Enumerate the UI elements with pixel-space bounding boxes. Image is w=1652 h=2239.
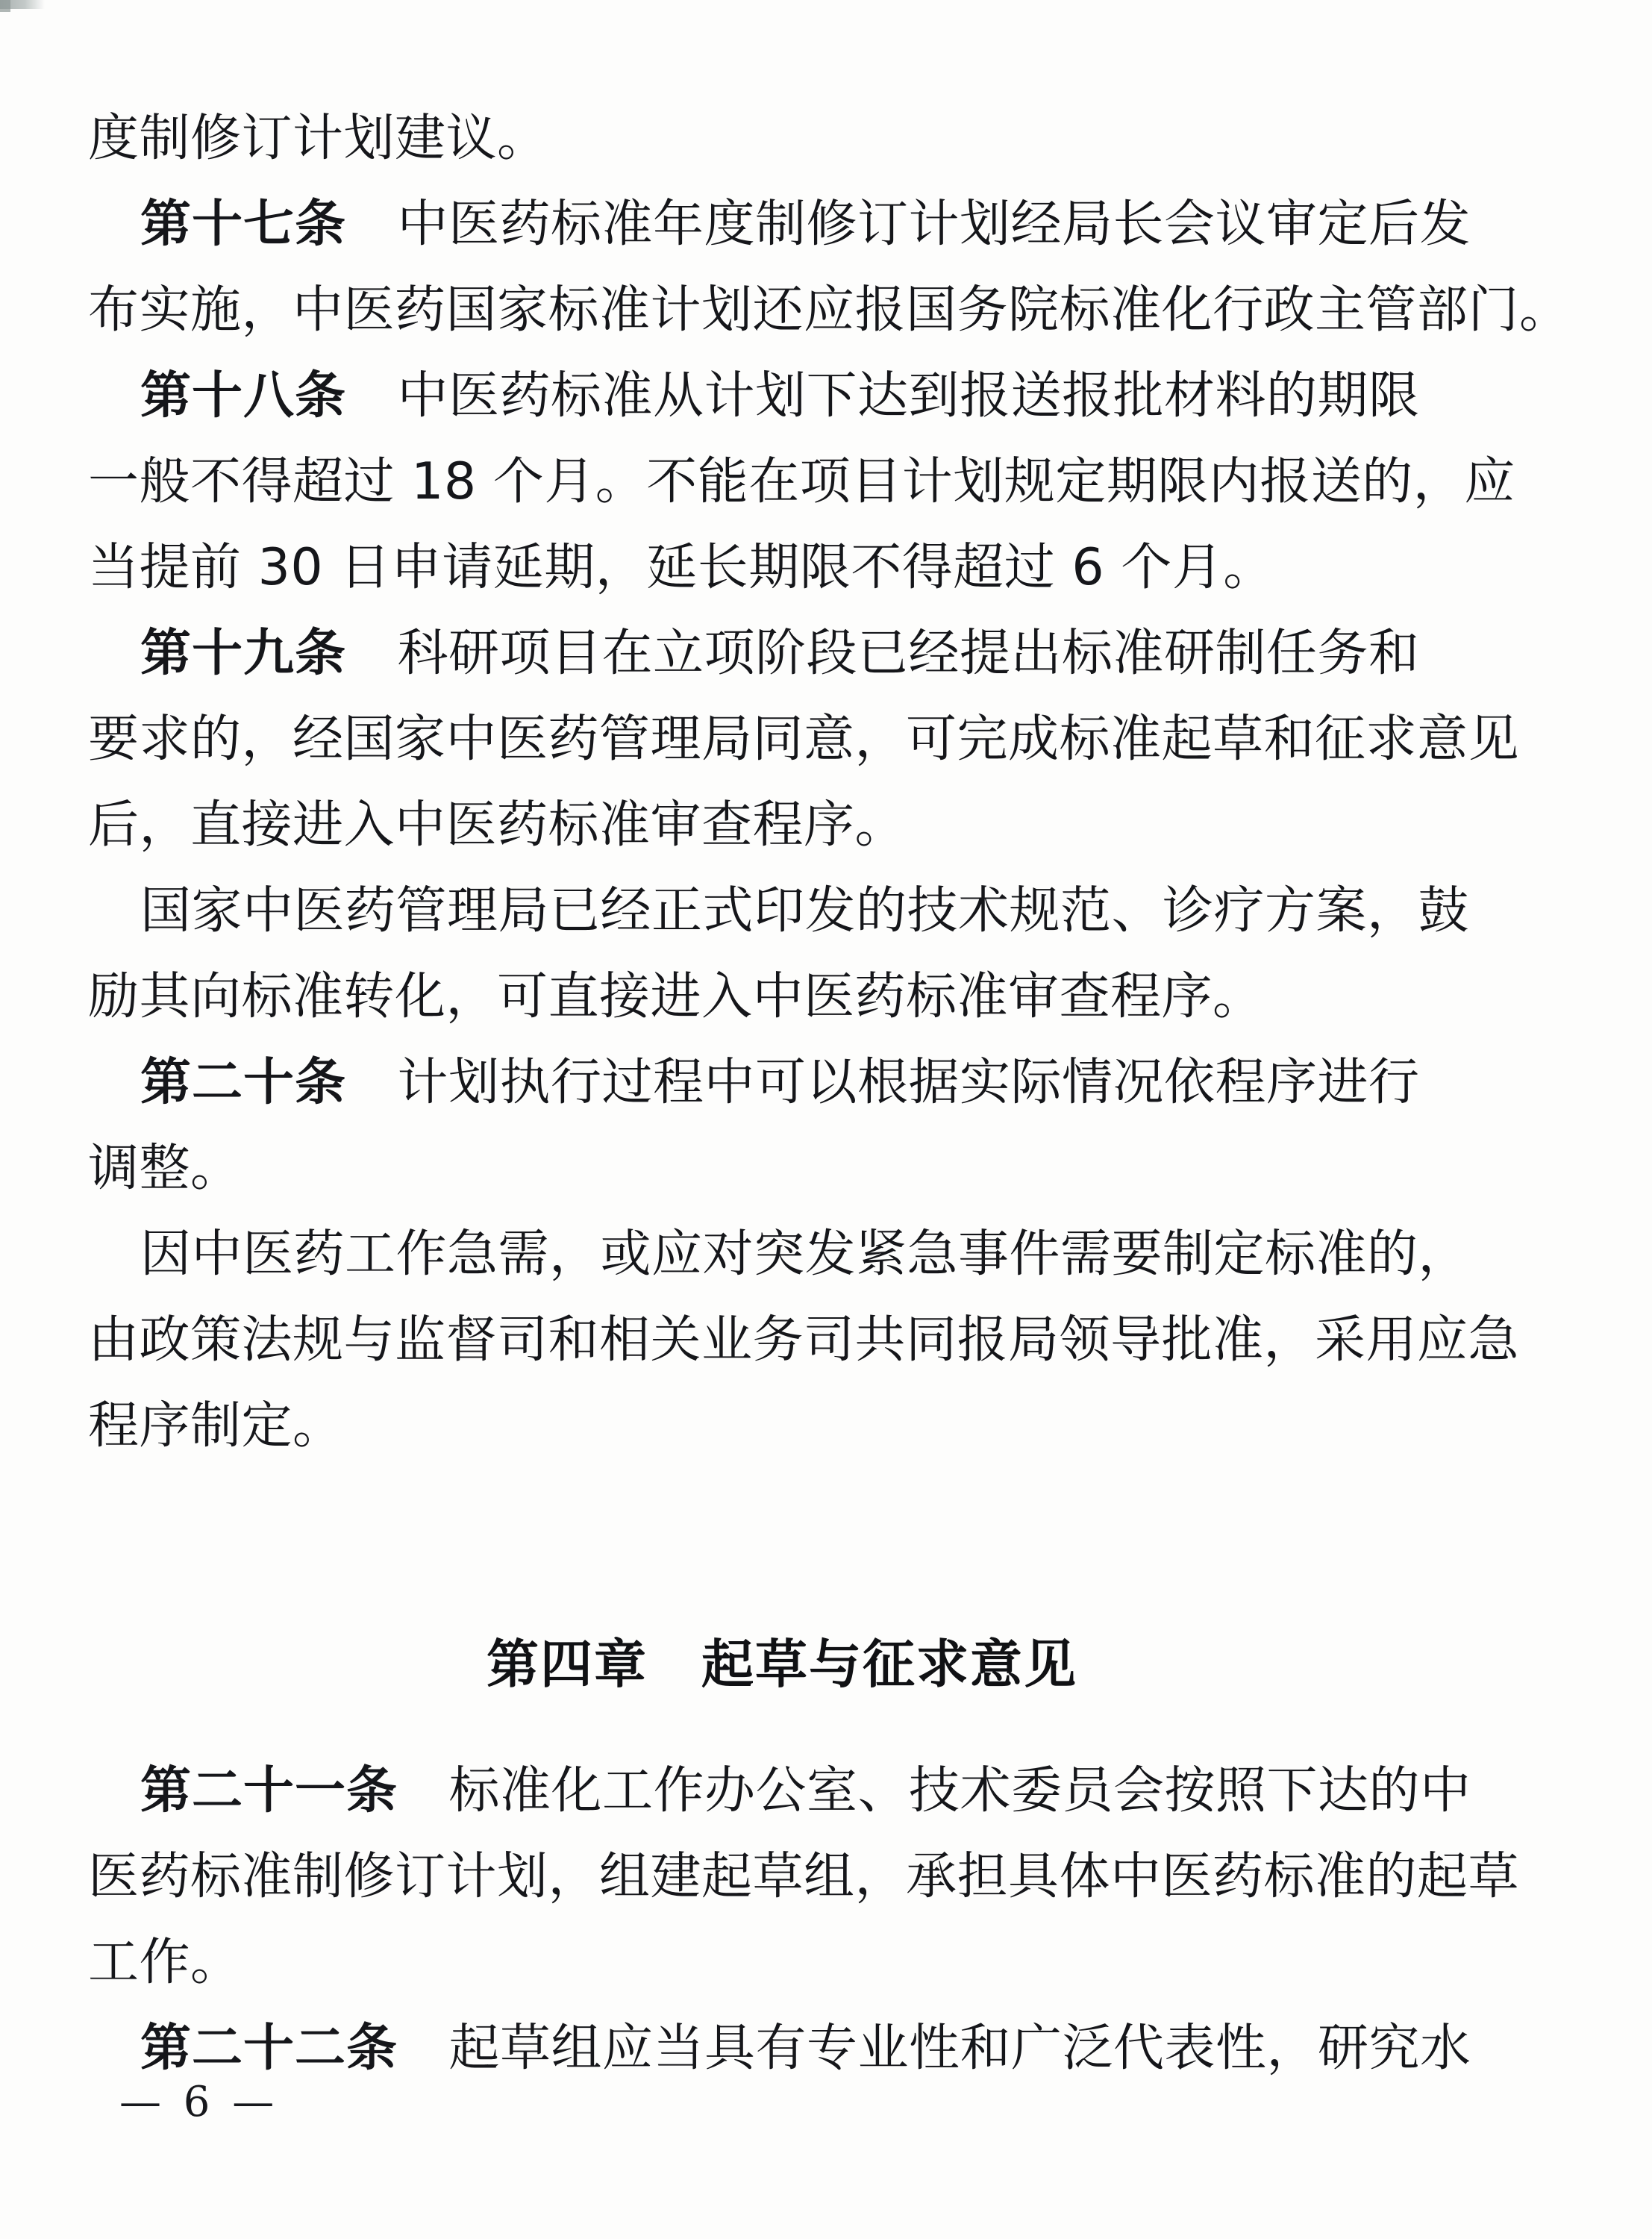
article-number: 第十八条 — [140, 366, 347, 425]
text-line: 要求的，经国家中医药管理局同意，可完成标准起草和征求意见 — [88, 710, 1520, 769]
text-line: 国家中医药管理局已经正式印发的技术规范、诊疗方案，鼓 — [140, 881, 1470, 940]
text-line: 医药标准制修订计划，组建起草组，承担具体中医药标准的起草 — [88, 1847, 1520, 1906]
text-line: 第二十一条 标准化工作办公室、技术委员会按照下达的中 — [140, 1761, 1471, 1820]
text-line: 因中医药工作急需，或应对突发紧急事件需要制定标准的， — [140, 1225, 1470, 1284]
text-line: 工作。 — [88, 1933, 242, 1992]
text-line: 调整。 — [88, 1139, 242, 1198]
scan-edge-artifact — [0, 0, 45, 9]
text-line: 第二十二条 起草组应当具有专业性和广泛代表性，研究水 — [140, 2019, 1471, 2078]
text-line: 由政策法规与监督司和相关业务司共同报局领导批准，采用应急 — [88, 1311, 1520, 1370]
text-line: 第二十条 计划执行过程中可以根据实际情况依程序进行 — [140, 1053, 1420, 1112]
scan-edge-artifact-corner — [0, 0, 10, 12]
text-line: 第十八条 中医药标准从计划下达到报送报批材料的期限 — [140, 366, 1420, 425]
text-line: 后，直接进入中医药标准审查程序。 — [88, 796, 907, 855]
page-folio: — 6 — — [119, 2078, 279, 2126]
article-number: 第十九条 — [140, 624, 347, 683]
text-line: 当提前 30 日申请延期，延长期限不得超过 6 个月。 — [88, 538, 1274, 597]
chapter-spacer — [88, 1469, 1476, 1537]
chapter-spacer-after — [88, 1727, 1476, 1748]
article-number: 第二十二条 — [140, 2019, 398, 2078]
text-line: 励其向标准转化，可直接进入中医药标准审查程序。 — [88, 967, 1264, 1026]
chapter-heading: 第四章 起草与征求意见 — [486, 1634, 1077, 1695]
text-line: 度制修订计划建议。 — [88, 109, 548, 168]
text-line: 第十七条 中医药标准年度制修订计划经局长会议审定后发 — [140, 195, 1471, 254]
page-text-body — [88, 96, 1571, 2091]
article-number: 第二十一条 — [140, 1761, 398, 1820]
text-line: 第十九条 科研项目在立项阶段已经提出标准研制任务和 — [140, 624, 1420, 683]
article-number: 第十七条 — [140, 195, 347, 254]
text-line: 一般不得超过 18 个月。不能在项目计划规定期限内报送的，应 — [88, 452, 1515, 511]
article-number: 第二十条 — [140, 1053, 347, 1112]
text-line: 布实施，中医药国家标准计划还应报国务院标准化行政主管部门。 — [88, 281, 1571, 340]
text-line: 程序制定。 — [88, 1396, 344, 1455]
